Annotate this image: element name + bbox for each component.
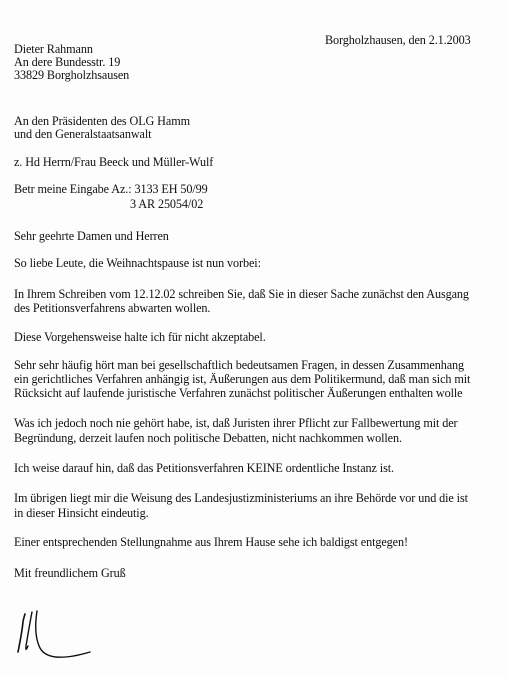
paragraph-7-line-2: in dieser Hinsicht eindeutig.	[14, 506, 149, 520]
sender-name: Dieter Rahmann	[14, 42, 93, 56]
paragraph-5-line-1: Was ich jedoch noch nie gehört habe, ist, daß Juristen ihrer Pflicht zur Fallbewertung mit der	[14, 416, 458, 430]
paragraph-1: So liebe Leute, die Weihnachtspause ist nun vorbei:	[14, 256, 261, 270]
reference-line-2: 3 AR 25054/02	[130, 197, 204, 211]
reference-line-1: Betr meine Eingabe Az.: 3133 EH 50/99	[14, 182, 208, 196]
attention-line: z. Hd Herrn/Frau Beeck und Müller-Wulf	[14, 155, 214, 169]
sender-city: 33829 Borgholzhsausen	[14, 68, 130, 82]
paragraph-4-line-3: Rücksicht auf laufende juristische Verfahren zunächst politischer Äußerungen enthalten wolle	[14, 386, 463, 400]
paragraph-8: Einer entsprechenden Stellungnahme aus Ihrem Hause sehe ich baldigst entgegen!	[14, 535, 408, 549]
paragraph-2-line-1: In Ihrem Schreiben vom 12.12.02 schreiben Sie, daß Sie in dieser Sache zunächst den Ausgang	[14, 287, 469, 301]
paragraph-4-line-2: ein gerichtliches Verfahren anhängig ist, Äußerungen aus dem Politikermund, daß man sich mit	[14, 372, 471, 386]
paragraph-4-line-1: Sehr sehr häufig hört man bei gesellschaftlich bedeutsamen Fragen, in dessen Zusammenhang	[14, 358, 465, 372]
place-date: Borgholzhausen, den 2.1.2003	[325, 33, 471, 47]
sender-street: An dere Bundesstr. 19	[14, 55, 121, 69]
paragraph-7-line-1: Im übrigen liegt mir die Weisung des Landesjustizministeriums an ihre Behörde vor und die ist	[14, 491, 468, 505]
paragraph-6: Ich weise darauf hin, daß das Petitionsverfahren KEINE ordentliche Instanz ist.	[14, 461, 394, 475]
paragraph-5-line-2: Begründung, derzeit laufen noch politische Debatten, nicht nachkommen wollen.	[14, 431, 402, 445]
recipient-line-1: An den Präsidenten des OLG Hamm	[14, 114, 190, 128]
recipient-line-2: und den Generalstaatsanwalt	[14, 127, 152, 141]
paragraph-2-line-2: des Petitionsverfahrens abwarten wollen.	[14, 301, 211, 315]
handwritten-signature	[8, 604, 94, 662]
closing: Mit freundlichem Gruß	[14, 566, 126, 580]
salutation: Sehr geehrte Damen und Herren	[14, 229, 169, 243]
paragraph-3: Diese Vorgehensweise halte ich für nicht akzeptabel.	[14, 330, 266, 344]
